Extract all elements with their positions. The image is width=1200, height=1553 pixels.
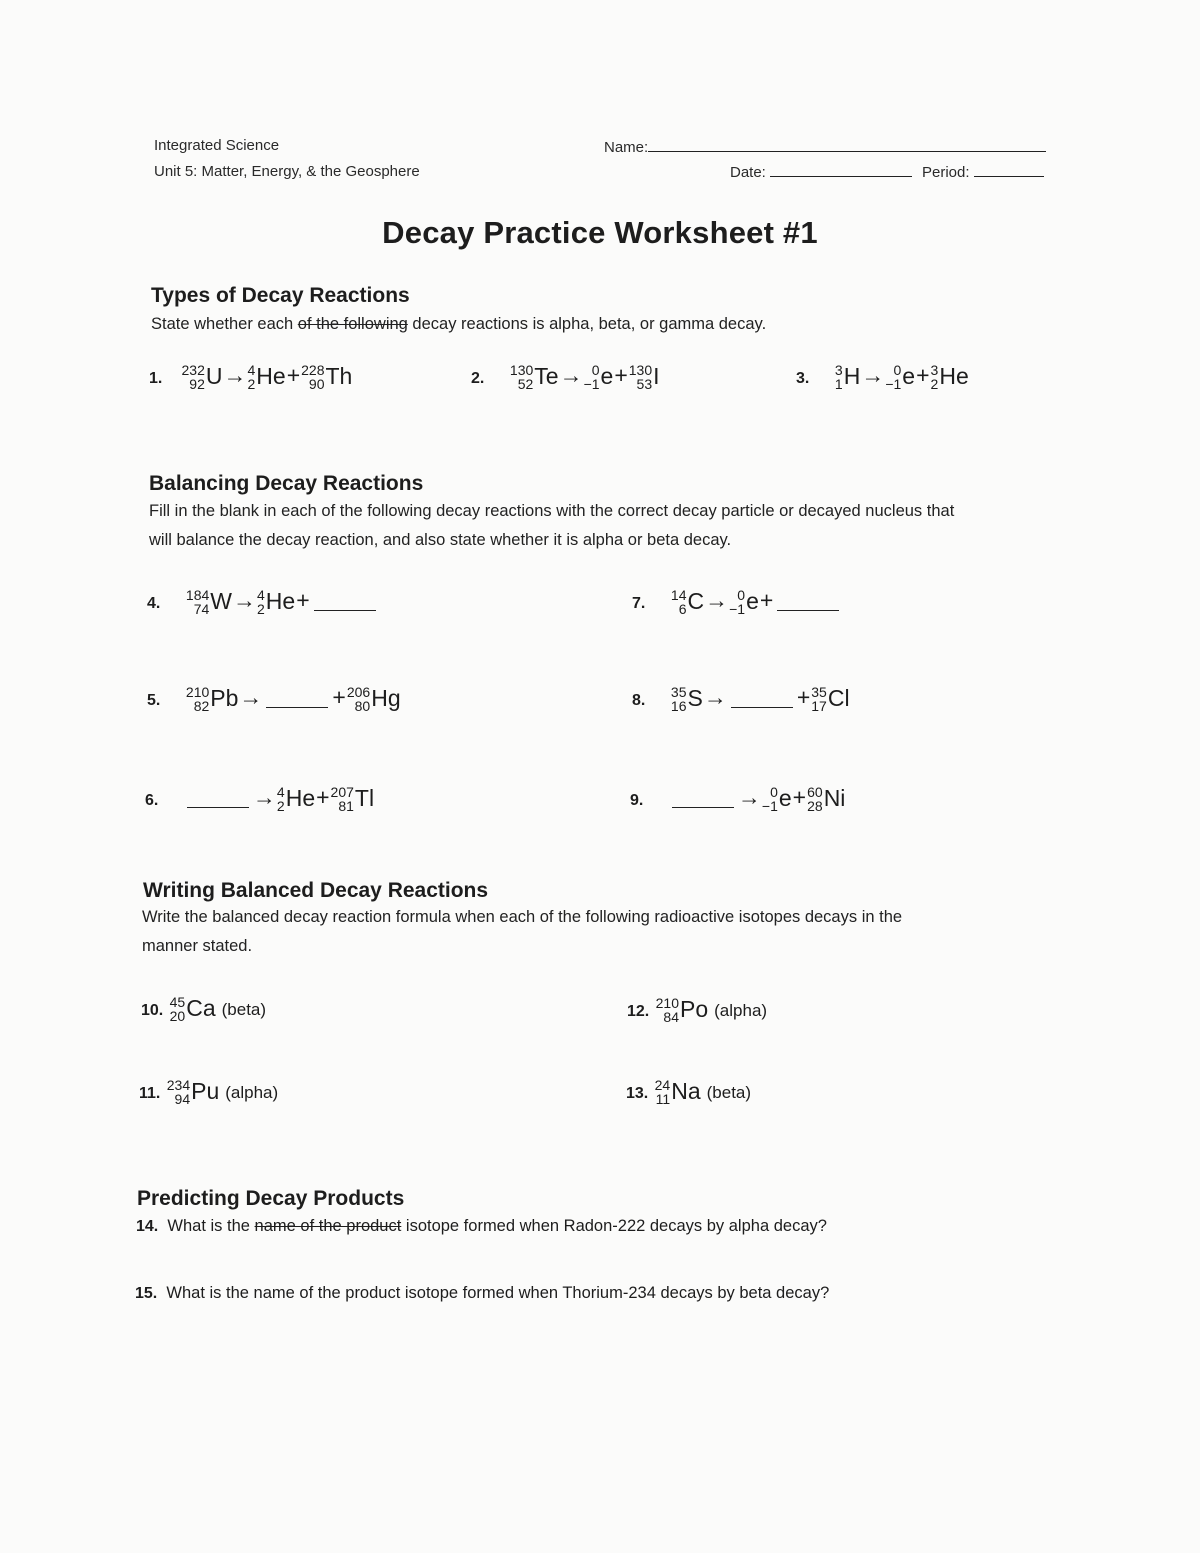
problem-number: 8. — [632, 692, 646, 709]
problem-number: 11. — [139, 1085, 161, 1102]
instruction-line: will balance the decay reaction, and also state whether it is alpha or beta decay. — [149, 531, 732, 549]
name-field[interactable] — [604, 139, 1046, 156]
problem-number: 1. — [149, 370, 163, 387]
period-blank[interactable] — [974, 176, 1044, 177]
instruction-text: State whether each — [151, 315, 298, 333]
answer-blank[interactable] — [777, 592, 839, 611]
problem-number: 2. — [471, 370, 485, 387]
nuclide: 35 17 Cl — [811, 683, 850, 714]
nuclide: 35 16 S — [670, 683, 703, 714]
date-label: Date: — [730, 164, 766, 181]
nuclide: 228 90 Th — [301, 361, 353, 392]
nuclide: 4 2 He — [276, 783, 316, 814]
nuclide: 207 81 Tl — [330, 783, 375, 814]
nuclide: 0 −1 e — [729, 586, 759, 617]
nuclide: 232 92 U — [181, 361, 223, 392]
nuclide: 60 28 Ni — [807, 783, 846, 814]
section-instruction-writing — [142, 903, 902, 961]
question-number: 15. — [135, 1285, 158, 1302]
problem-11 — [139, 1077, 278, 1106]
nuclide: 4 2 He — [247, 361, 286, 392]
question-number: 14. — [136, 1218, 159, 1235]
nuclide: 45 20 Ca — [169, 993, 216, 1024]
problem-12 — [627, 995, 767, 1024]
nuclide: 130 53 I — [628, 361, 660, 392]
nuclide: 0 −1 e — [583, 361, 614, 392]
instruction-line: Fill in the blank in each of the following decay reactions with the correct decay particle or decayed nucleus that — [149, 502, 955, 520]
period-field[interactable] — [922, 164, 1044, 181]
problem-9: 9. → 0 −1 e + 60 28 Ni — [630, 783, 846, 814]
date-blank[interactable] — [770, 176, 912, 177]
struck-text: of the following — [297, 315, 408, 333]
decay-type-label: (alpha) — [714, 1001, 768, 1020]
problem-number: 10. — [141, 1002, 164, 1019]
answer-blank[interactable] — [314, 592, 376, 611]
problem-1: 1. 232 92 U → 4 2 He + 228 90 Th — [149, 361, 353, 392]
problem-10 — [141, 994, 266, 1023]
instruction-text: decay reactions is alpha, beta, or gamma decay. — [407, 315, 767, 333]
problem-number: 6. — [145, 792, 159, 809]
problem-13 — [626, 1077, 751, 1106]
problem-number: 7. — [632, 595, 646, 612]
decay-type-label: (beta) — [706, 1083, 752, 1102]
nuclide: 184 74 W — [185, 586, 232, 617]
nuclide: 3 1 H — [834, 361, 861, 392]
problem-5: 5. 210 82 Pb → + 206 80 Hg — [147, 683, 401, 714]
problem-number: 4. — [147, 595, 161, 612]
section-instruction-balancing — [149, 497, 954, 555]
answer-blank[interactable] — [731, 689, 793, 708]
answer-blank[interactable] — [672, 789, 734, 808]
question-15 — [135, 1284, 829, 1303]
section-instruction-types — [151, 310, 766, 339]
question-text: isotope formed when Radon-222 decays by alpha decay? — [401, 1217, 827, 1235]
decay-type-label: (alpha) — [225, 1083, 279, 1102]
section-heading-writing: Writing Balanced Decay Reactions — [143, 879, 489, 902]
page-title: Decay Practice Worksheet #1 — [382, 215, 818, 250]
question-text: What is the name of the product isotope formed when Thorium-234 decays by beta decay? — [166, 1284, 830, 1302]
unit-name: Unit 5: Matter, Energy, & the Geosphere — [154, 163, 420, 180]
nuclide: 24 11 Na — [654, 1076, 701, 1107]
decay-type-label: (beta) — [221, 1000, 267, 1019]
nuclide: 210 84 Po — [655, 994, 709, 1025]
period-label: Period: — [922, 164, 970, 181]
nuclide: 130 52 Te — [509, 361, 559, 392]
nuclide: 3 2 He — [930, 361, 969, 392]
problem-7: 7. 14 6 C → 0 −1 e + — [632, 587, 842, 616]
name-blank[interactable] — [648, 151, 1046, 152]
problem-number: 3. — [796, 370, 810, 387]
answer-blank[interactable] — [187, 789, 249, 808]
problem-2: 2. 130 52 Te → 0 −1 e + 130 53 I — [471, 361, 660, 392]
problem-4: 4. 184 74 W → 4 2 He + — [147, 587, 379, 616]
question-14 — [136, 1217, 827, 1236]
nuclide: 0 −1 e — [761, 783, 792, 814]
problem-8: 8. 35 16 S → + 35 17 Cl — [632, 683, 850, 714]
problem-number: 12. — [627, 1003, 650, 1020]
nuclide: 206 80 Hg — [346, 683, 401, 714]
problem-3: 3. 3 1 H → 0 −1 e + 3 2 He — [796, 361, 969, 392]
name-label: Name: — [604, 139, 649, 156]
nuclide: 234 94 Pu — [166, 1076, 220, 1107]
problem-number: 9. — [630, 792, 644, 809]
instruction-line: manner stated. — [142, 937, 253, 955]
course-name: Integrated Science — [154, 137, 280, 154]
problem-number: 13. — [626, 1085, 649, 1102]
problem-number: 5. — [147, 692, 161, 709]
instruction-line: Write the balanced decay reaction formula when each of the following radioactive isotopes decays in the — [142, 908, 903, 926]
section-heading-types: Types of Decay Reactions — [151, 284, 410, 307]
nuclide: 4 2 He — [256, 586, 296, 617]
problem-6: 6. → 4 2 He + 207 81 Tl — [145, 783, 375, 814]
nuclide: 14 6 C — [670, 586, 705, 617]
nuclide: 0 −1 e — [885, 361, 916, 392]
nuclide: 210 82 Pb — [185, 683, 239, 714]
struck-text: name of the product — [254, 1217, 402, 1235]
section-heading-balancing: Balancing Decay Reactions — [149, 472, 424, 495]
date-field[interactable] — [730, 164, 912, 181]
section-heading-predicting: Predicting Decay Products — [137, 1187, 405, 1210]
answer-blank[interactable] — [266, 689, 328, 708]
question-text: What is the — [167, 1217, 255, 1235]
